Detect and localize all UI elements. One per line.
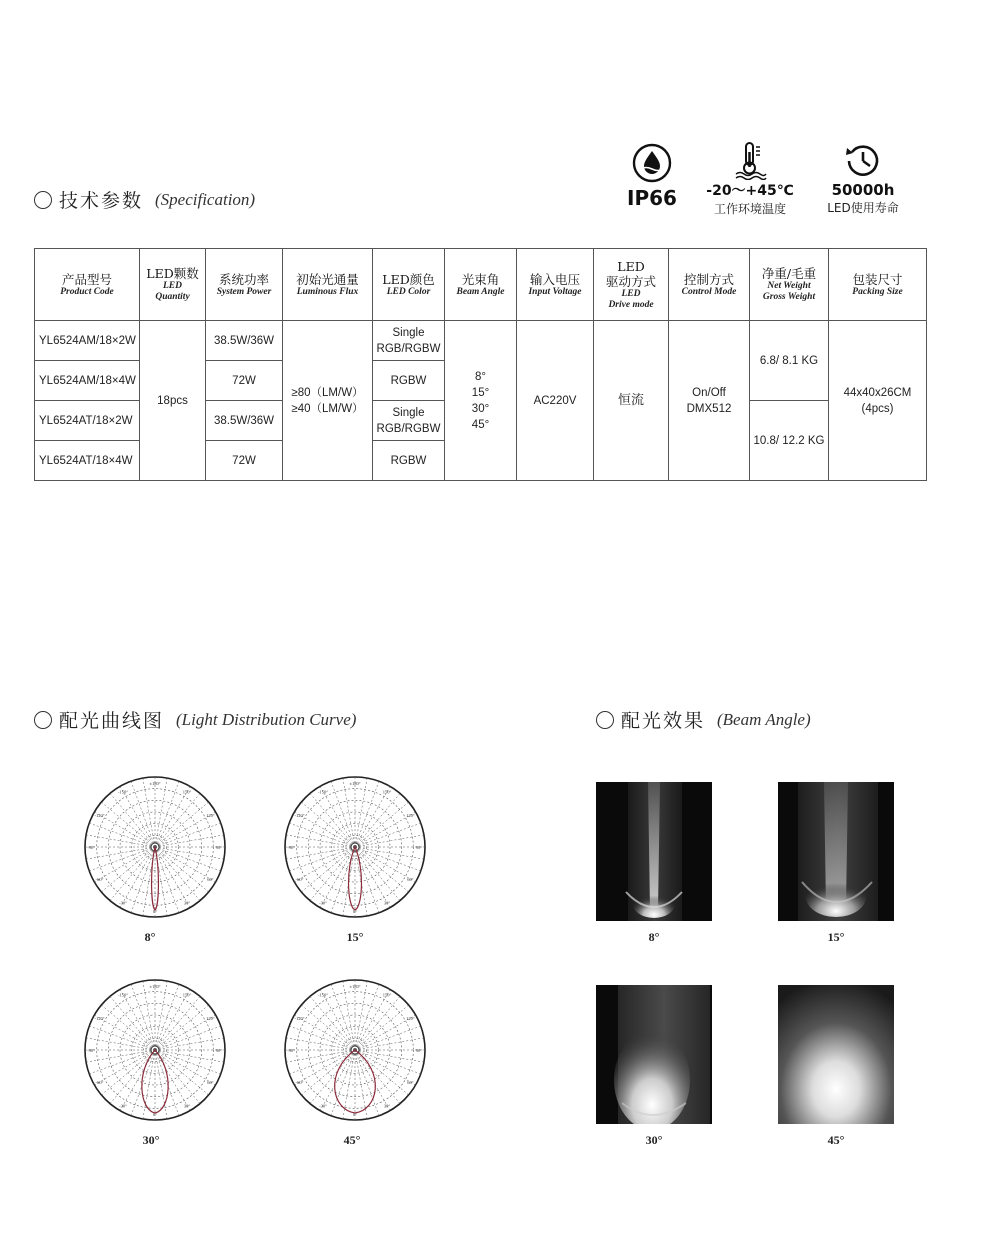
system-power-cell: 72W	[206, 441, 283, 481]
polar-angle-label: -120°	[294, 1016, 305, 1021]
led-color-cell: Single RGB/RGBW	[373, 321, 445, 361]
beam-glow-8	[596, 782, 712, 921]
beam-label: 15°	[827, 930, 845, 944]
polar-grid-spoke	[117, 989, 155, 1050]
product-code-cell: YL6524AT/18×4W	[35, 441, 140, 481]
polar-angle-label: -90°	[287, 845, 295, 850]
polar-angle-label: -60°	[95, 877, 104, 882]
col-header: 初始光通量 Luminous Flux	[283, 249, 373, 321]
polar-angle-label: -60°	[295, 877, 304, 882]
system-power-cell: 38.5W/36W	[206, 401, 283, 441]
polar-angle-label: -90°	[87, 845, 95, 850]
led-quantity-cell: 18pcs	[140, 321, 206, 481]
polar-angle-label: 90°	[215, 1048, 223, 1053]
beam-glow-15	[778, 782, 894, 921]
col-header: 包装尺寸 Packing Size	[829, 249, 927, 321]
polar-grid-spoke	[355, 1026, 421, 1050]
beam-glow-30	[596, 985, 712, 1124]
led-color-cell: RGBW	[373, 441, 445, 481]
polar-plot-45	[276, 971, 434, 1129]
polar-grid-spoke	[101, 802, 155, 847]
col-header: 产品型号 Product Code	[35, 249, 140, 321]
polar-grid-spoke	[155, 786, 190, 847]
table-row	[35, 321, 927, 361]
system-power-cell: 72W	[206, 361, 283, 401]
polar-grid-spoke	[355, 989, 390, 1050]
polar-label: 15°	[346, 930, 364, 944]
polar-grid-spoke	[155, 823, 221, 847]
beam-heading-zh: 配光效果	[621, 710, 706, 732]
water-drop-icon	[631, 142, 673, 184]
beam-image-30	[596, 985, 712, 1124]
polar-angle-label: -30°	[319, 1103, 327, 1109]
bullet-circle-icon	[596, 711, 614, 729]
control-mode-cell: On/Off DMX512	[669, 321, 750, 481]
luminous-flux-cell: ≥80（LM/W） ≥40（LM/W）	[283, 321, 373, 481]
col-header: LED 驱动方式 LED Drive mode	[594, 249, 669, 321]
polar-grid-spoke	[301, 1005, 355, 1050]
polar-angle-label: 120°	[206, 813, 215, 818]
polar-angle-label: -30°	[119, 1103, 127, 1109]
polar-grid-spoke	[155, 989, 190, 1050]
system-power-cell: 38.5W/36W	[206, 321, 283, 361]
polar-angle-label: 30°	[183, 900, 191, 906]
polar-angle-label: 60°	[407, 1080, 414, 1085]
polar-grid-spoke	[117, 786, 155, 847]
polar-grid-spoke	[152, 1050, 179, 1117]
polar-angle-label: 0°	[352, 1112, 358, 1117]
polar-angle-label: 30°	[383, 900, 391, 906]
bullet-circle-icon	[34, 711, 52, 729]
polar-angle-label: 120°	[206, 1016, 215, 1021]
temperature-range: -20～+45℃	[706, 183, 794, 199]
temperature-label: 工作环境温度	[713, 202, 786, 216]
bullet-circle-icon	[34, 191, 52, 209]
polar-angle-label: 30°	[383, 1103, 391, 1109]
polar-grid-spoke	[355, 823, 421, 847]
beam-label: 30°	[645, 1133, 663, 1147]
polar-angle-label: 120°	[406, 813, 415, 818]
polar-angle-label: -120°	[294, 813, 305, 818]
beam-angle-cell: 8° 15° 30° 45°	[445, 321, 517, 481]
polar-angle-label: 120°	[406, 1016, 415, 1021]
input-voltage-cell: AC220V	[517, 321, 594, 481]
polar-plot-15	[276, 768, 434, 926]
spec-heading-en: (Specification)	[155, 189, 256, 209]
curve-heading-en: (Light Distribution Curve)	[176, 709, 357, 729]
polar-grid-spoke	[89, 1026, 155, 1050]
beam-image-8	[596, 782, 712, 921]
polar-angle-label: 30°	[183, 1103, 191, 1109]
polar-angle-label: 150°	[182, 992, 192, 998]
ip-badge	[612, 142, 692, 210]
polar-angle-label: 90°	[415, 845, 423, 850]
polar-angle-label: 60°	[207, 1080, 214, 1085]
polar-angle-label: -30°	[319, 900, 327, 906]
polar-angle-label: 90°	[215, 845, 223, 850]
clock-icon	[843, 142, 883, 180]
polar-grid-spoke	[131, 1050, 158, 1117]
curve-heading	[34, 706, 356, 733]
polar-angle-label: -90°	[287, 1048, 295, 1053]
col-header: 光束角 Beam Angle	[445, 249, 517, 321]
spec-table	[34, 248, 927, 481]
polar-angle-label: 150°	[382, 789, 392, 795]
col-header: 控制方式 Control Mode	[669, 249, 750, 321]
polar-angle-label: ±180°	[349, 781, 361, 786]
col-header: 系统功率 System Power	[206, 249, 283, 321]
beam-label: 8°	[648, 930, 660, 944]
ip-rating: IP66	[627, 186, 677, 210]
polar-label: 30°	[142, 1133, 160, 1147]
polar-label: 8°	[144, 930, 156, 944]
polar-angle-label: 60°	[407, 877, 414, 882]
thermometer-icon	[730, 140, 770, 180]
polar-angle-label: 0°	[152, 909, 158, 914]
lifespan-badge	[815, 142, 911, 216]
polar-angle-label: -150°	[317, 789, 329, 795]
beam-glow-45	[778, 985, 894, 1124]
polar-angle-label: 0°	[152, 1112, 158, 1117]
polar-angle-label: -30°	[119, 900, 127, 906]
lifespan-value: 50000h	[831, 181, 895, 199]
col-header: LED颗数 LED Quantity	[140, 249, 206, 321]
beam-label: 45°	[827, 1133, 845, 1147]
led-color-cell: Single RGB/RGBW	[373, 401, 445, 441]
col-header: 输入电压 Input Voltage	[517, 249, 594, 321]
polar-angle-label: ±180°	[149, 781, 161, 786]
polar-angle-label: -90°	[87, 1048, 95, 1053]
polar-plot-30	[76, 971, 234, 1129]
beam-image-15	[778, 782, 894, 921]
weight-cell: 6.8/ 8.1 KG	[750, 321, 829, 401]
polar-grid-spoke	[317, 786, 355, 847]
polar-angle-label: -150°	[117, 789, 129, 795]
polar-angle-label: -150°	[117, 992, 129, 998]
polar-angle-label: -60°	[295, 1080, 304, 1085]
col-header: LED颜色 LED Color	[373, 249, 445, 321]
product-code-cell: YL6524AT/18×2W	[35, 401, 140, 441]
spec-heading-zh: 技术参数	[59, 190, 144, 212]
polar-grid-spoke	[355, 786, 390, 847]
polar-angle-label: 90°	[415, 1048, 423, 1053]
beam-heading-en: (Beam Angle)	[717, 709, 811, 729]
polar-angle-label: 150°	[382, 992, 392, 998]
polar-angle-label: -60°	[95, 1080, 104, 1085]
packing-size-cell: 44x40x26CM (4pcs)	[829, 321, 927, 481]
product-code-cell: YL6524AM/18×4W	[35, 361, 140, 401]
polar-angle-label: 60°	[207, 877, 214, 882]
polar-angle-label: -150°	[317, 992, 329, 998]
col-header: 净重/毛重 Net Weight Gross Weight	[750, 249, 829, 321]
polar-grid-spoke	[317, 989, 355, 1050]
polar-grid-spoke	[101, 1005, 155, 1050]
polar-grid-spoke	[155, 1026, 221, 1050]
weight-cell: 10.8/ 12.2 KG	[750, 401, 829, 481]
polar-angle-label: ±180°	[349, 984, 361, 989]
polar-angle-label: ±180°	[149, 984, 161, 989]
polar-label: 45°	[343, 1133, 361, 1147]
polar-angle-label: -120°	[94, 1016, 105, 1021]
lifespan-label: LED使用寿命	[827, 201, 899, 215]
polar-angle-label: 0°	[352, 909, 358, 914]
polar-grid-spoke	[89, 823, 155, 847]
beam-heading	[596, 706, 811, 733]
led-color-cell: RGBW	[373, 361, 445, 401]
product-code-cell: YL6524AM/18×2W	[35, 321, 140, 361]
beam-image-45	[778, 985, 894, 1124]
table-header-row	[35, 249, 927, 321]
polar-plot-8	[76, 768, 234, 926]
spec-heading	[34, 186, 255, 213]
drive-mode-cell: 恒流	[594, 321, 669, 481]
polar-grid-spoke	[301, 802, 355, 847]
polar-angle-label: -120°	[94, 813, 105, 818]
temperature-badge	[700, 140, 800, 217]
curve-heading-zh: 配光曲线图	[59, 710, 165, 732]
polar-angle-label: 150°	[182, 789, 192, 795]
